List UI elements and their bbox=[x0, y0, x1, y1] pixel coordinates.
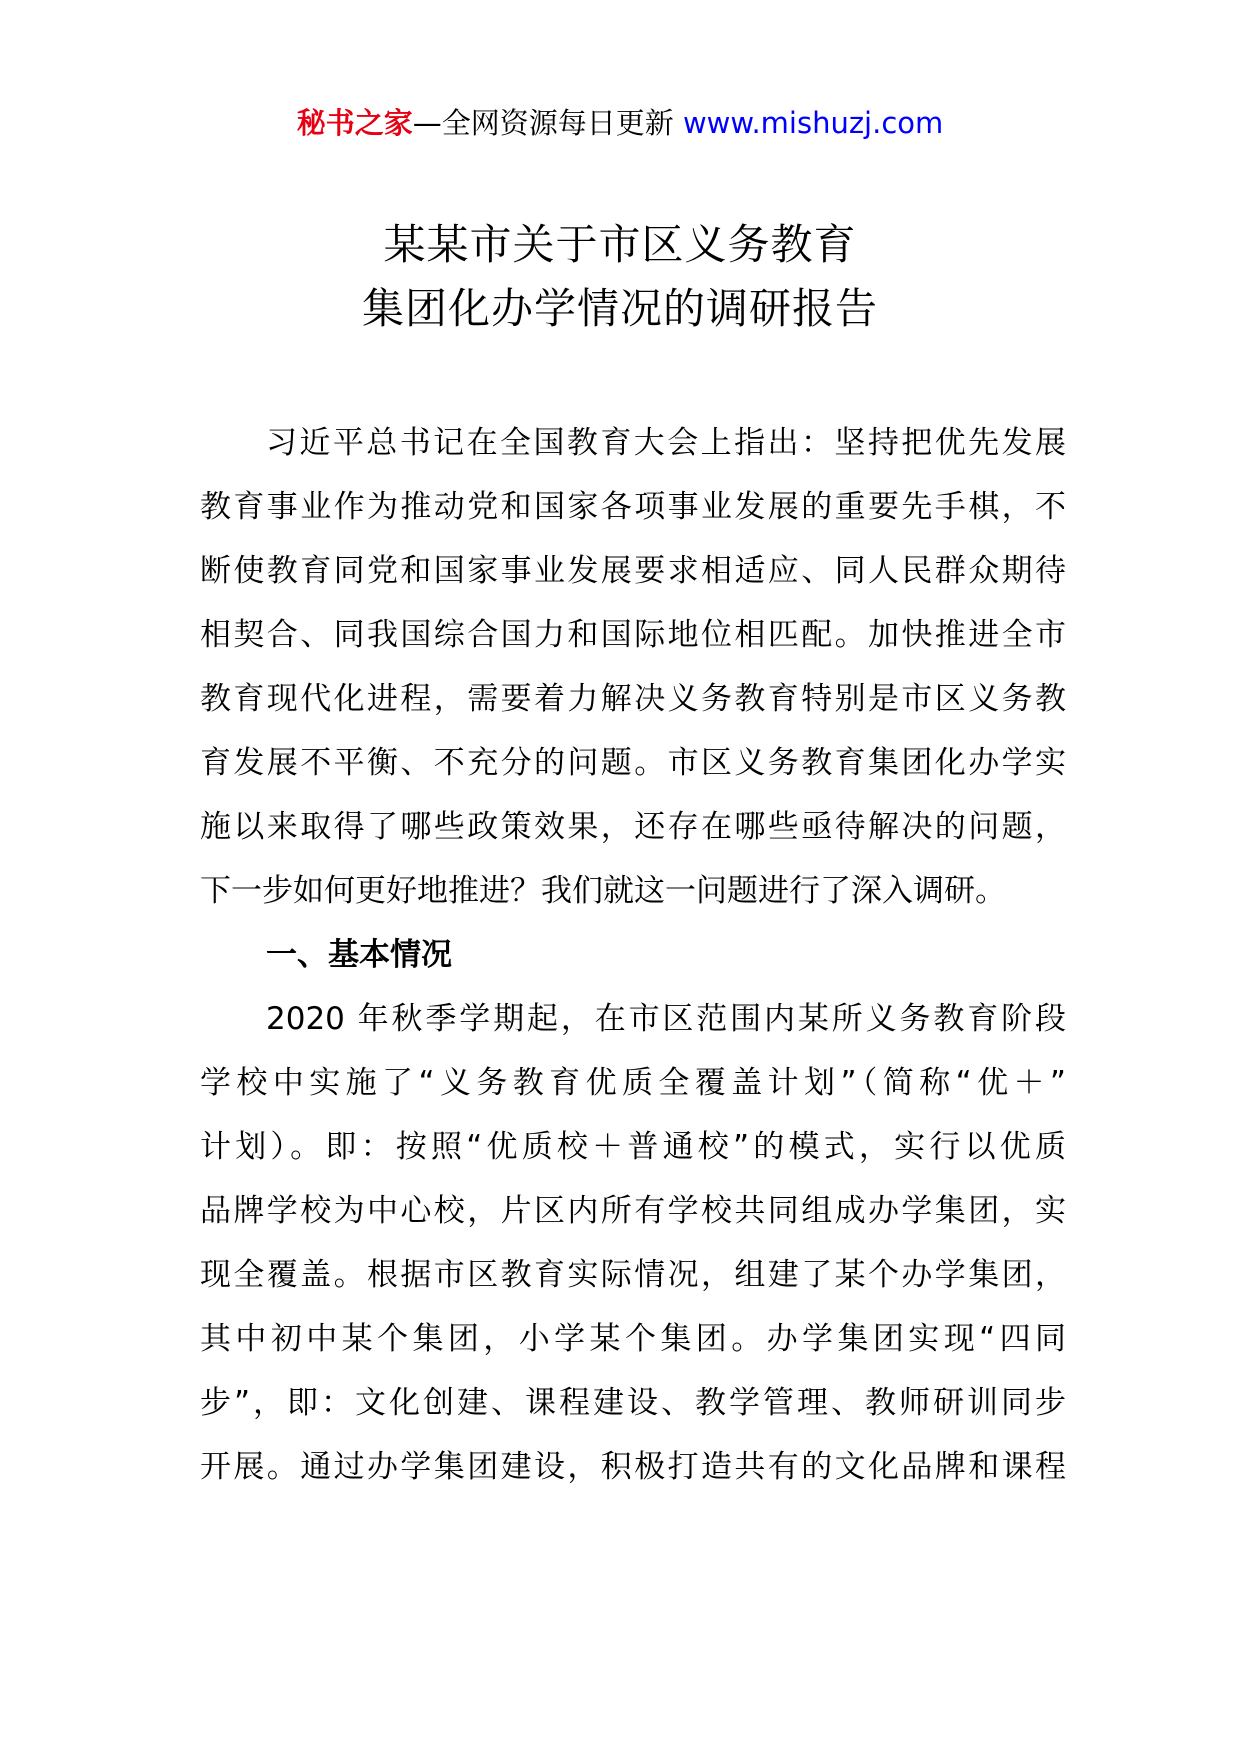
paragraph-line: 断使教育同党和国家事业发展要求相适应、同人民群众期待 bbox=[200, 553, 1066, 589]
paragraph-line: 其中初中某个集团，小学某个集团。办学集团实现“四同 bbox=[200, 1321, 1066, 1357]
paragraph-basic-situation bbox=[200, 987, 1066, 1499]
title-line-2: 集团化办学情况的调研报告 bbox=[361, 284, 878, 333]
paragraph-line: 计划）。即：按照“优质校＋普通校”的模式，实行以优质 bbox=[200, 1129, 1066, 1165]
paragraph-line: 学校中实施了“义务教育优质全覆盖计划”（简称“优＋” bbox=[200, 1065, 1066, 1101]
paragraph-intro bbox=[200, 411, 1066, 923]
paragraph-line: 2020 年秋季学期起，在市区范围内某所义务教育阶段 bbox=[266, 1001, 1066, 1037]
site-slogan: —全网资源每日更新 bbox=[412, 106, 683, 140]
paragraph-line: 育发展不平衡、不充分的问题。市区义务教育集团化办学实 bbox=[200, 745, 1066, 781]
paragraph-line: 现全覆盖。根据市区教育实际情况，组建了某个办学集团， bbox=[200, 1257, 1066, 1293]
paragraph-line: 步”，即：文化创建、课程建设、教学管理、教师研训同步 bbox=[200, 1385, 1066, 1421]
paragraph-line: 开展。通过办学集团建设，积极打造共有的文化品牌和课程 bbox=[200, 1449, 1066, 1485]
paragraph-line: 习近平总书记在全国教育大会上指出：坚持把优先发展 bbox=[266, 425, 1066, 461]
paragraph-line: 教育事业作为推动党和国家各项事业发展的重要先手棋，不 bbox=[200, 489, 1066, 525]
site-banner bbox=[0, 103, 1240, 143]
site-brand: 秘书之家 bbox=[296, 106, 413, 140]
paragraph-line: 相契合、同我国综合国力和国际地位相匹配。加快推进全市 bbox=[200, 617, 1066, 653]
paragraph-line: 教育现代化进程，需要着力解决义务教育特别是市区义务教 bbox=[200, 681, 1066, 717]
title-line-1: 某某市关于市区义务教育 bbox=[383, 220, 857, 269]
site-url-link[interactable]: www.mishuzj.com bbox=[682, 106, 944, 140]
paragraph-line: 品牌学校为中心校，片区内所有学校共同组成办学集团，实 bbox=[200, 1193, 1066, 1229]
document-title bbox=[0, 213, 1240, 341]
paragraph-line: 下一步如何更好地推进？我们就这一问题进行了深入调研。 bbox=[200, 873, 1006, 909]
paragraph-line: 施以来取得了哪些政策效果，还存在哪些亟待解决的问题， bbox=[200, 809, 1066, 845]
section-heading: 一、基本情况 bbox=[266, 937, 452, 973]
document-body bbox=[200, 411, 1066, 1499]
